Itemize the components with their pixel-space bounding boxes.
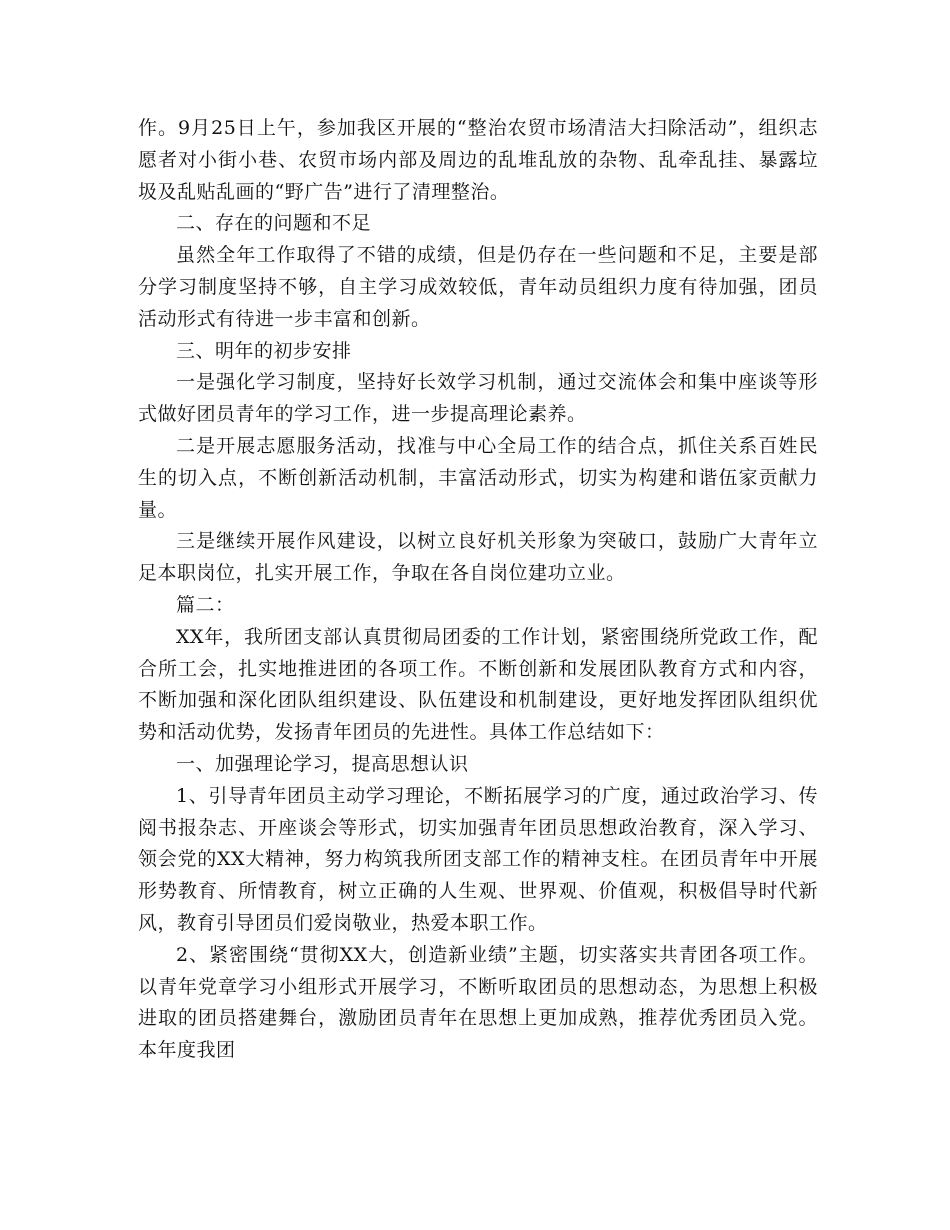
paragraph-problems: 虽然全年工作取得了不错的成绩，但是仍存在一些问题和不足，主要是部分学习制度坚持不够，自主学习成效较低，青年动员组织力度有待加强，团员活动形式有待进一步丰富和创新。 <box>138 244 818 330</box>
paragraph-plan-volunteer: 二是开展志愿服务活动，找准与中心全局工作的结合点，抓住关系百姓民生的切入点，不断创新活动机制，丰富活动形式，切实为构建和谐伍家贡献力量。 <box>138 434 818 521</box>
document-body <box>138 113 818 1067</box>
section-heading-theory-study: 一、加强理论学习，提高思想认识 <box>176 752 469 775</box>
paragraph-item-2: 2、紧密围绕“贯彻XX大，创造新业绩”主题，切实落实共青团各项工作。以青年党章学习小组形式开展学习，不断听取团员的思想动态，为思想上积极进取的团员搭建舞台，激励团员青年在思想上更加成熟，推荐优秀团员入党。本年度我团 <box>138 943 818 1062</box>
section-heading-next-year-plan: 三、明年的初步安排 <box>176 339 352 362</box>
paragraph-plan-study: 一是强化学习制度，坚持好长效学习机制，通过交流体会和集中座谈等形式做好团员青年的学习工作，进一步提高理论素养。 <box>138 371 818 426</box>
paragraph-continuation: 作。9月25日上午，参加我区开展的“整治农贸市场清洁大扫除活动”，组织志愿者对小街小巷、农贸市场内部及周边的乱堆乱放的杂物、乱牵乱挂、暴露垃圾及乱贴乱画的“野广告”进行了清理整治。 <box>138 117 818 203</box>
paragraph-plan-style: 三是继续开展作风建设，以树立良好机关形象为突破口，鼓励广大青年立足本职岗位，扎实开展工作，争取在各自岗位建功立业。 <box>138 530 818 585</box>
part-two-heading: 篇二： <box>176 593 235 616</box>
paragraph-part-two-intro: XX年，我所团支部认真贯彻局团委的工作计划，紧密围绕所党政工作，配合所工会，扎实地推进团的各项工作。不断创新和发展团队教育方式和内容，不断加强和深化团队组织建设、队伍建设和机制建设，更好地发挥团队组织优势和活动优势，发扬青年团员的先进性。具体工作总结如下： <box>138 625 818 744</box>
section-heading-problems: 二、存在的问题和不足 <box>176 212 372 235</box>
paragraph-item-1: 1、引导青年团员主动学习理论，不断拓展学习的广度，通过政治学习、传阅书报杂志、开座谈会等形式，切实加强青年团员思想政治教育，深入学习、领会党的XX大精神，努力构筑我所团支部工作的精神支柱。在团员青年中开展形势教育、所情教育，树立正确的人生观、世界观、价值观，积极倡导时代新风，教育引导团员们爱岗敬业，热爱本职工作。 <box>138 784 818 934</box>
